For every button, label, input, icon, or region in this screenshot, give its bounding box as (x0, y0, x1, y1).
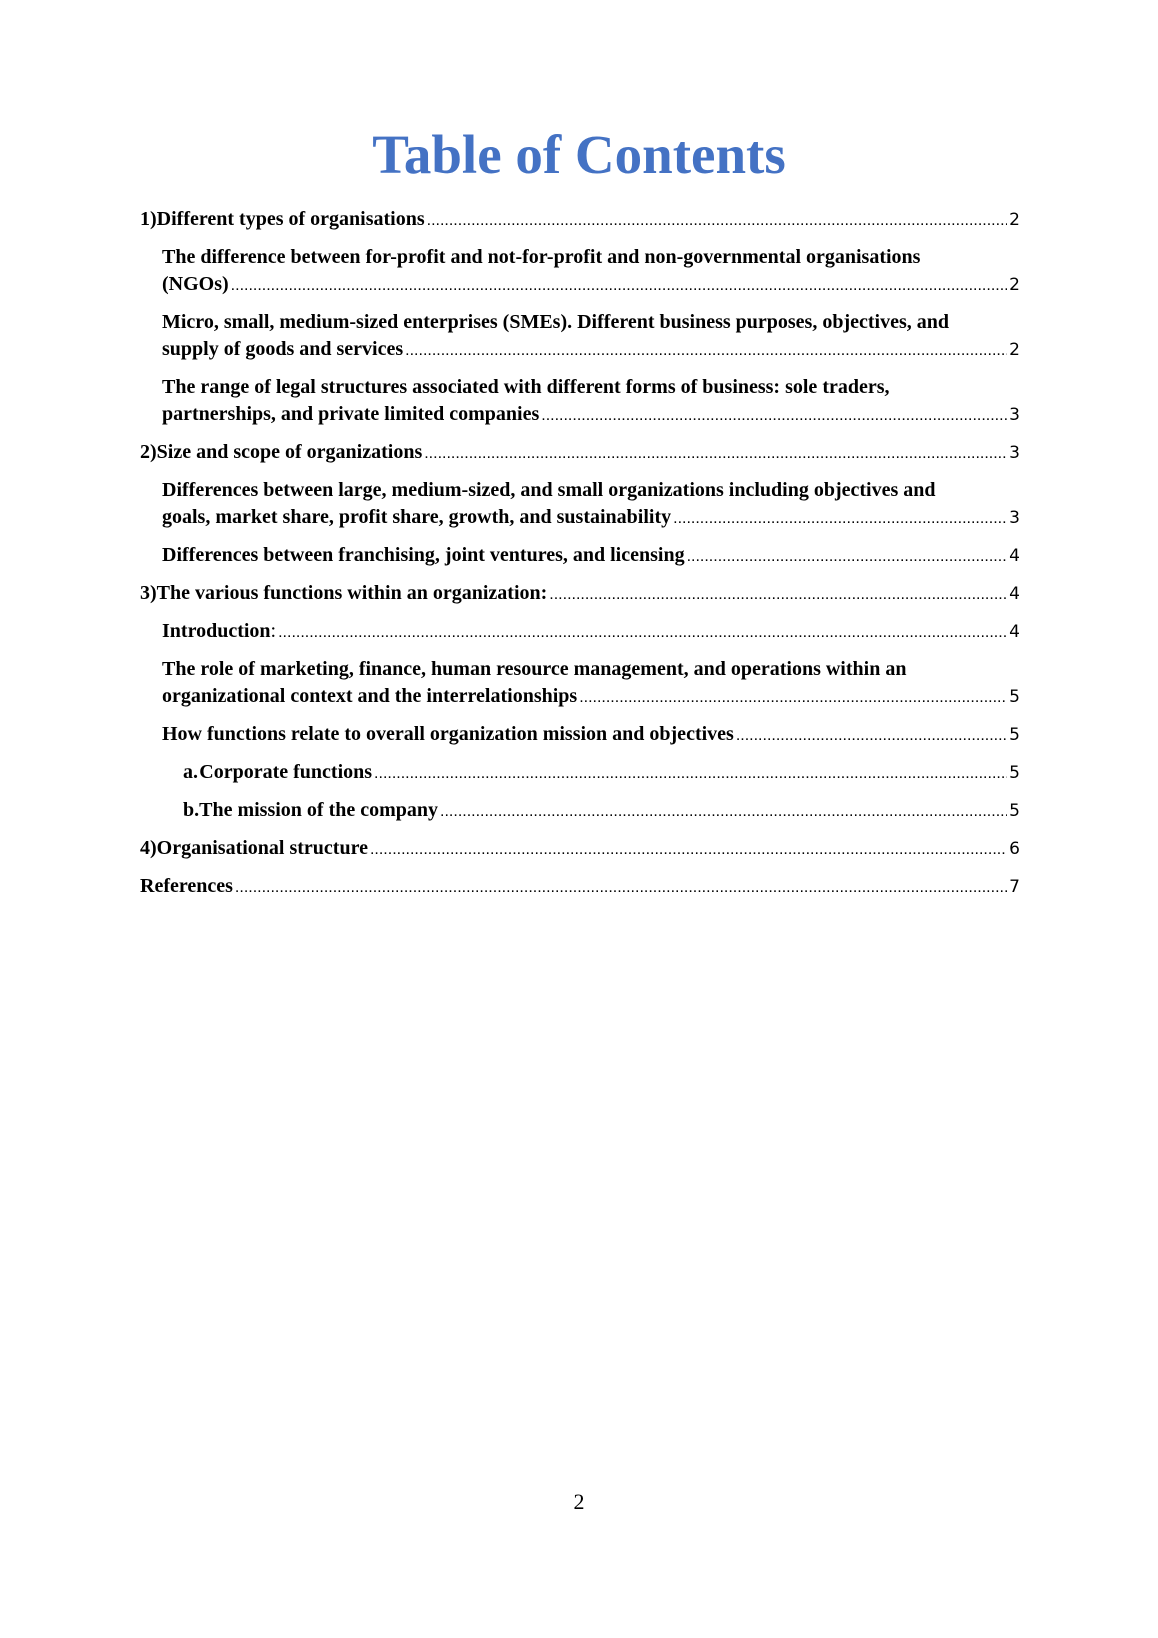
toc-entry-size-differences[interactable] (140, 477, 1020, 532)
toc-entry-page: 5 (1009, 763, 1020, 783)
dot-leader (440, 798, 1007, 825)
toc-entry-page: 7 (1009, 877, 1020, 897)
toc-entry-number: 2) (140, 441, 157, 463)
page-number: 2 (573, 1489, 585, 1514)
toc-entry-various-functions[interactable] (140, 580, 1020, 608)
toc-entry-page: 5 (1009, 687, 1020, 707)
dot-leader (541, 402, 1007, 429)
toc-entry-franchising[interactable] (140, 542, 1020, 570)
dot-leader (231, 272, 1008, 299)
toc-entry-title-line2: organizational context and the interrelationships (162, 685, 578, 707)
toc-entry-page: 5 (1009, 725, 1020, 745)
toc-entry-title-line2: supply of goods and services (162, 338, 404, 360)
toc-entry-profit-difference[interactable] (140, 244, 1020, 299)
toc-entry-size-scope[interactable] (140, 439, 1020, 467)
toc-entry-organisational-structure[interactable] (140, 835, 1020, 863)
toc-entry-title (162, 618, 276, 645)
toc-entry-number: 3) (140, 582, 157, 604)
dot-leader (687, 543, 1008, 570)
dot-leader (405, 337, 1007, 364)
toc-entry-title: The mission of the company (199, 799, 439, 821)
toc-entry-title-line1: The role of marketing, finance, human resource management, and operations within an (162, 658, 907, 680)
dot-leader (374, 760, 1007, 787)
toc-entry-corporate-functions[interactable] (140, 759, 1020, 787)
toc-entry-title: Differences between franchising, joint ventures, and licensing (162, 544, 685, 566)
toc-entry-company-mission[interactable] (140, 797, 1020, 825)
toc-entry-different-types[interactable] (140, 206, 1020, 234)
table-of-contents (140, 206, 1020, 911)
toc-entry-title-text: Introduction (162, 620, 271, 642)
toc-entry-title: Corporate functions (199, 761, 373, 783)
toc-entry-title-line2: partnerships, and private limited companies (162, 403, 540, 425)
toc-entry-title: How functions relate to overall organization mission and objectives (162, 723, 734, 745)
dot-leader (549, 581, 1007, 608)
toc-entry-introduction[interactable] (140, 618, 1020, 646)
toc-entry-title-line1: Differences between large, medium-sized, and small organizations including objectives and (162, 479, 936, 501)
toc-entry-title-line2: goals, market share, profit share, growth, and sustainability (162, 506, 672, 528)
toc-entry-title-line1: The range of legal structures associated with different forms of business: sole traders, (162, 376, 890, 398)
toc-entry-title-line1: The difference between for-profit and not-for-profit and non-governmental organisations (162, 246, 921, 268)
toc-entry-legal-structures[interactable] (140, 374, 1020, 429)
toc-entry-title-line2: (NGOs) (162, 273, 229, 295)
dot-leader (278, 619, 1007, 646)
dot-leader (736, 722, 1007, 749)
toc-entry-page: 2 (1009, 210, 1020, 230)
toc-entry-title-suffix: : (270, 620, 277, 642)
toc-entry-page: 2 (1009, 340, 1020, 360)
toc-entry-page: 3 (1009, 443, 1020, 463)
toc-entry-number: 1) (140, 208, 157, 230)
toc-entry-functions-relate[interactable] (140, 721, 1020, 749)
toc-entry-title: Organisational structure (156, 837, 368, 859)
toc-entry-page: 5 (1009, 801, 1020, 821)
toc-entry-references[interactable] (140, 873, 1020, 901)
dot-leader (579, 684, 1007, 711)
toc-entry-title: The various functions within an organization: (156, 582, 548, 604)
dot-leader (673, 505, 1007, 532)
toc-entry-page: 4 (1009, 622, 1020, 642)
dot-leader (235, 874, 1007, 901)
toc-entry-page: 4 (1009, 584, 1020, 604)
dot-leader (427, 207, 1008, 234)
toc-entry-title: Different types of organisations (156, 208, 425, 230)
toc-entry-number: 4) (140, 837, 157, 859)
toc-entry-smes[interactable] (140, 309, 1020, 364)
toc-entry-page: 6 (1009, 839, 1020, 859)
toc-entry-page: 3 (1009, 508, 1020, 528)
toc-entry-number: b. (183, 799, 200, 821)
dot-leader (370, 836, 1007, 863)
toc-entry-number: a. (183, 761, 198, 783)
toc-entry-page: 3 (1009, 405, 1020, 425)
toc-entry-role-of-marketing[interactable] (140, 656, 1020, 711)
toc-entry-page: 2 (1009, 275, 1020, 295)
page-title: Table of Contents (372, 124, 786, 185)
toc-entry-title: References (140, 875, 233, 897)
toc-entry-title-line1: Micro, small, medium-sized enterprises (SMEs). Different business purposes, objectives, and (162, 311, 949, 333)
toc-entry-page: 4 (1009, 546, 1020, 566)
dot-leader (424, 440, 1007, 467)
toc-entry-title: Size and scope of organizations (156, 441, 423, 463)
